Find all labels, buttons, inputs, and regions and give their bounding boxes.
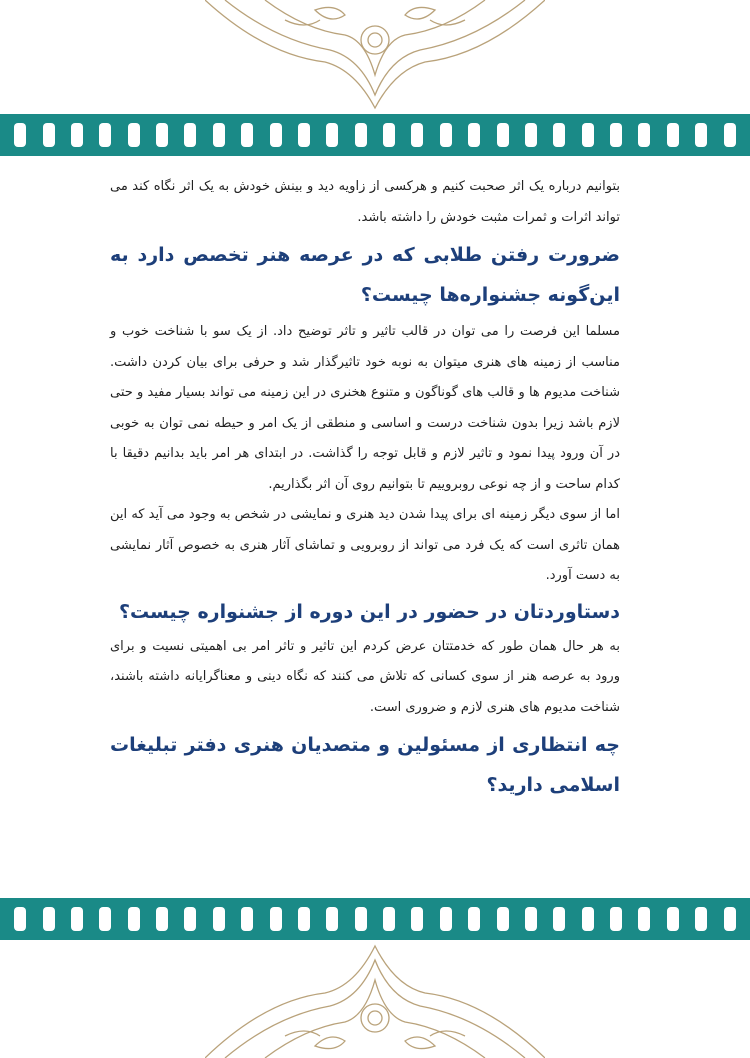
film-hole	[383, 907, 395, 931]
film-hole	[695, 907, 707, 931]
film-hole	[667, 907, 679, 931]
film-hole	[638, 123, 650, 147]
film-hole	[525, 123, 537, 147]
question-heading-expectations: چه انتظاری از مسئولین و متصدیان هنری دفتر تبلیغات اسلامی دارید؟	[110, 734, 620, 796]
film-hole	[724, 123, 736, 147]
film-hole	[156, 907, 168, 931]
film-hole	[156, 123, 168, 147]
film-hole	[468, 123, 480, 147]
film-hole	[43, 907, 55, 931]
bottom-arabesque-ornament	[205, 938, 545, 1058]
film-hole	[241, 907, 253, 931]
film-hole	[497, 907, 509, 931]
film-hole	[440, 123, 452, 147]
arabesque-lines	[205, 946, 545, 1058]
film-hole	[99, 123, 111, 147]
film-hole	[71, 907, 83, 931]
film-hole	[241, 123, 253, 147]
film-hole	[610, 123, 622, 147]
film-hole	[326, 907, 338, 931]
film-hole	[128, 907, 140, 931]
film-hole	[298, 123, 310, 147]
film-hole	[695, 123, 707, 147]
film-hole	[184, 123, 196, 147]
paragraph-answer-opportunity: مسلما این فرصت را می توان در قالب تاثیر و تاثر توضیح داد. از یک سو با شناخت خوب و مناسب از زمینه های هنری میتوان به نوبه خود تاثیرگذار شد و حرفی برای بیان کردن داشت. شناخت مدیوم ها و قالب های گوناگون و متنوع هخنری در این زمینه می تواند بسیار مفید و حتی لازم باشد زیرا بدون شناخت درست و اساسی و منطقی از یک امر و حیطه نمی توان به خوبی در آن ورود پیدا نمود و تاثیر لازم و قابل توجه را گذاشت. در ابتدای هر امر باید بدانیم دقیقا با کدام ساحت و از چه نوعی روبروییم تا بتوانیم روی آن اثر بگذاریم.	[110, 324, 620, 492]
film-hole	[610, 907, 622, 931]
film-hole	[298, 907, 310, 931]
film-hole	[553, 123, 565, 147]
film-hole	[411, 123, 423, 147]
bottom-film-strip	[0, 898, 750, 940]
paragraph-intro-end: بتوانیم درباره یک اثر صحبت کنیم و هرکسی از زاویه دید و بینش خودش به یک اثر نگاه کند می تواند اثرات و ثمرات مثبت خودش را داشته باشد.	[110, 179, 620, 225]
film-hole	[213, 907, 225, 931]
film-hole	[270, 907, 282, 931]
film-hole	[553, 907, 565, 931]
film-hole	[724, 907, 736, 931]
film-hole	[128, 123, 140, 147]
arabesque-lines	[205, 0, 545, 108]
film-hole	[326, 123, 338, 147]
film-hole	[440, 907, 452, 931]
film-hole	[582, 123, 594, 147]
film-hole	[525, 907, 537, 931]
film-hole	[43, 123, 55, 147]
film-hole	[383, 123, 395, 147]
film-hole	[14, 123, 26, 147]
top-film-strip	[0, 114, 750, 156]
paragraph-answer-achievement: به هر حال همان طور که خدمتتان عرض کردم این تاثیر و تاثر امر بی اهمیتی نسیت و برای ورود به عرصه هنر از سوی کسانی که تلاش می کنند که نگاه دینی و معناگرایانه داشته باشند، شناخت مدیوم های هنری لازم و ضروری است.	[110, 638, 620, 715]
question-heading-achievement: دستاوردتان در حضور در این دوره از جشنواره چیست؟	[118, 600, 620, 623]
film-hole	[184, 907, 196, 931]
film-hole	[71, 123, 83, 147]
film-hole	[14, 907, 26, 931]
film-hole	[355, 907, 367, 931]
film-hole	[582, 907, 594, 931]
film-hole	[411, 907, 423, 931]
film-hole	[497, 123, 509, 147]
top-arabesque-ornament	[205, 0, 545, 112]
article-body	[110, 172, 620, 807]
film-hole	[213, 123, 225, 147]
film-hole	[468, 907, 480, 931]
film-hole	[667, 123, 679, 147]
film-hole	[99, 907, 111, 931]
film-hole	[355, 123, 367, 147]
film-hole	[638, 907, 650, 931]
film-hole	[270, 123, 282, 147]
question-heading-necessity: ضرورت رفتن طلابی که در عرصه هنر تخصص دارد به این‌گونه جشنواره‌ها چیست؟	[110, 244, 620, 306]
paragraph-answer-artistic-vision: اما از سوی دیگر زمینه ای برای پیدا شدن دید هنری و نمایشی در شخص به وجود می آید که این همان تاثری است که یک فرد می تواند از روبرویی و تماشای آثار هنری به خصوص آثار نمایشی به دست آورد.	[110, 507, 620, 583]
